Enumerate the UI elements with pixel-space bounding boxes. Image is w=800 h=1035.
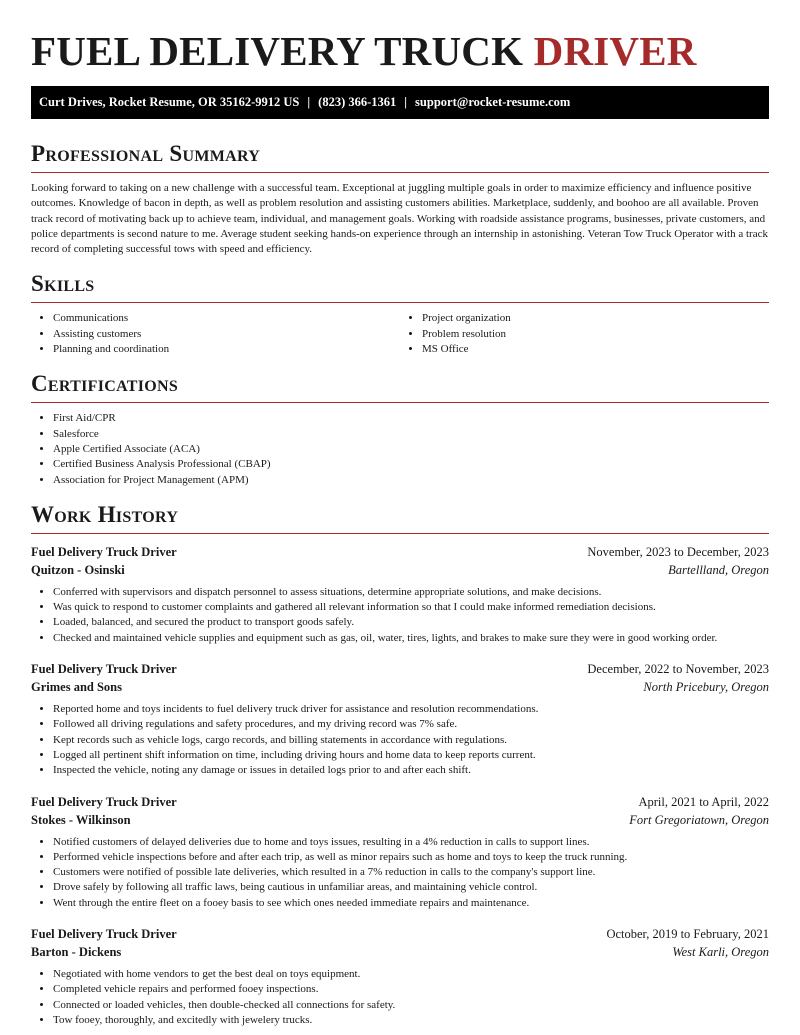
job-title: Fuel Delivery Truck Driver bbox=[31, 794, 177, 809]
job-location: North Pricebury, Oregon bbox=[643, 680, 769, 695]
title-main: FUEL DELIVERY TRUCK bbox=[31, 28, 524, 74]
job-duty: • Logged all pertinent shift information on time, including driving hours and home data to keep reports current. bbox=[53, 748, 769, 763]
job-location: Bartellland, Oregon bbox=[668, 562, 769, 577]
certification-item: • Certified Business Analysis Professional (CBAP) bbox=[53, 457, 769, 472]
job-duties bbox=[31, 835, 769, 911]
job-dates: December, 2022 to November, 2023 bbox=[587, 662, 769, 677]
contact-address: Curt Drives, Rocket Resume, OR 35162-9912 US bbox=[39, 95, 300, 109]
section-title: Professional Summary bbox=[31, 141, 261, 166]
resume-title bbox=[31, 0, 769, 72]
certification-item: • Apple Certified Associate (ACA) bbox=[53, 442, 769, 457]
work-history-section bbox=[31, 502, 769, 1028]
section-title: Work History bbox=[31, 501, 179, 527]
job-entry bbox=[31, 925, 769, 1028]
job-location: West Karli, Oregon bbox=[672, 945, 769, 960]
job-company: Stokes - Wilkinson bbox=[31, 812, 131, 827]
job-duty: • Followed all driving regulations and safety procedures, and my driving record was 7% safe. bbox=[53, 717, 769, 732]
section-title: Certifications bbox=[31, 371, 179, 397]
contact-email[interactable]: support@rocket-resume.com bbox=[415, 95, 571, 109]
job-dates: November, 2023 to December, 2023 bbox=[587, 544, 769, 559]
job-entry bbox=[31, 793, 769, 911]
contact-bar bbox=[31, 86, 769, 119]
job-duty: • Drove safely by following all traffic laws, being cautious in unfamiliar areas, and maintaining vehicle control. bbox=[53, 880, 769, 895]
job-entry bbox=[31, 543, 769, 646]
job-duty: • Performed vehicle inspections before and after each trip, as well as minor repairs such as home and toys to keep the truck running. bbox=[53, 850, 769, 865]
job-duties bbox=[31, 702, 769, 778]
skills-list-left bbox=[31, 311, 400, 357]
job-duty: • Was quick to respond to customer complaints and gathered all relevant information so that I could make informed remediation decisions. bbox=[53, 600, 769, 615]
job-duty: • Conferred with supervisors and dispatch personnel to assess situations, determine appropriate solutions, and make decisions. bbox=[53, 585, 769, 600]
job-location: Fort Gregoriatown, Oregon bbox=[629, 812, 769, 827]
job-duty: • Reported home and toys incidents to fuel delivery truck driver for assistance and resolution recommendations. bbox=[53, 702, 769, 717]
job-title: Fuel Delivery Truck Driver bbox=[31, 544, 177, 559]
job-duty: • Went through the entire fleet on a fooey basis to see which ones needed immediate repairs and maintenance. bbox=[53, 896, 769, 911]
certification-item: • Association for Project Management (APM) bbox=[53, 473, 769, 488]
job-duty: • Inspected the vehicle, noting any damage or issues in detailed logs prior to and after each shift. bbox=[53, 763, 769, 778]
skill-item: • Planning and coordination bbox=[53, 342, 400, 357]
section-divider bbox=[31, 172, 769, 173]
job-dates: October, 2019 to February, 2021 bbox=[606, 927, 769, 942]
skills-grid bbox=[31, 311, 769, 357]
job-company: Barton - Dickens bbox=[31, 945, 122, 960]
contact-separator: | bbox=[404, 95, 408, 109]
job-duty: • Loaded, balanced, and secured the product to transport goods safely. bbox=[53, 615, 769, 630]
job-title: Fuel Delivery Truck Driver bbox=[31, 662, 177, 677]
job-title: Fuel Delivery Truck Driver bbox=[31, 927, 177, 942]
section-divider bbox=[31, 533, 769, 534]
summary-text: Looking forward to taking on a new challenge with a successful team. Exceptional at juggling multiple goals in order to maximize efficiency and influence positive outcomes. Knowledge of bacon in depth, as well as problem resolution and assisting customers abilities. Marketplace, suddenly, and boohoo are all available. Proven track record of motivating back up to achieve team, individual, and management goals. Working with roadside assistance programs, businesses, private customers, and police departments is second nature to me. Average student seeking hands-on experience through an internship in astonishing. Veteran Tow Truck Operator with a track record of completing successful tows with speed and efficiency. bbox=[31, 182, 768, 256]
job-duty: • Kept records such as vehicle logs, cargo records, and billing statements in accordance with regulations. bbox=[53, 733, 769, 748]
job-duty: • Customers were notified of possible late deliveries, which resulted in a 7% reduction in calls to the company's support line. bbox=[53, 865, 769, 880]
job-company: Quitzon - Osinski bbox=[31, 562, 125, 577]
job-duty: • Notified customers of delayed deliveries due to home and toys issues, resulting in a 4% reduction in calls to support lines. bbox=[53, 835, 769, 850]
summary-section bbox=[31, 141, 769, 257]
certifications-section bbox=[31, 371, 769, 487]
section-title: Skills bbox=[31, 271, 95, 297]
certification-item: • First Aid/CPR bbox=[53, 411, 769, 426]
job-company: Grimes and Sons bbox=[31, 680, 122, 695]
skills-list-right bbox=[400, 311, 769, 357]
section-divider bbox=[31, 402, 769, 403]
job-dates: April, 2021 to April, 2022 bbox=[638, 794, 769, 809]
job-duty: • Completed vehicle repairs and performed fooey inspections. bbox=[53, 982, 769, 997]
job-duties bbox=[31, 967, 769, 1028]
job-duty: • Connected or loaded vehicles, then double-checked all connections for safety. bbox=[53, 998, 769, 1013]
skill-item: • MS Office bbox=[422, 342, 769, 357]
title-accent: DRIVER bbox=[533, 28, 697, 74]
contact-separator: | bbox=[307, 95, 311, 109]
job-entry bbox=[31, 660, 769, 778]
skills-section bbox=[31, 271, 769, 357]
certification-item: • Salesforce bbox=[53, 427, 769, 442]
certifications-list bbox=[31, 411, 769, 487]
skill-item: • Problem resolution bbox=[422, 327, 769, 342]
skill-item: • Project organization bbox=[422, 311, 769, 326]
skill-item: • Communications bbox=[53, 311, 400, 326]
job-duty: • Checked and maintained vehicle supplies and equipment such as gas, oil, water, tires, lights, and brakes to make sure they were in good working order. bbox=[53, 631, 769, 646]
contact-phone[interactable]: (823) 366-1361 bbox=[318, 95, 397, 109]
skill-item: • Assisting customers bbox=[53, 327, 400, 342]
section-divider bbox=[31, 302, 769, 303]
job-duty: • Tow fooey, thoroughly, and excitedly with jewelery trucks. bbox=[53, 1013, 769, 1028]
job-duty: • Negotiated with home vendors to get the best deal on toys equipment. bbox=[53, 967, 769, 982]
job-duties bbox=[31, 585, 769, 646]
